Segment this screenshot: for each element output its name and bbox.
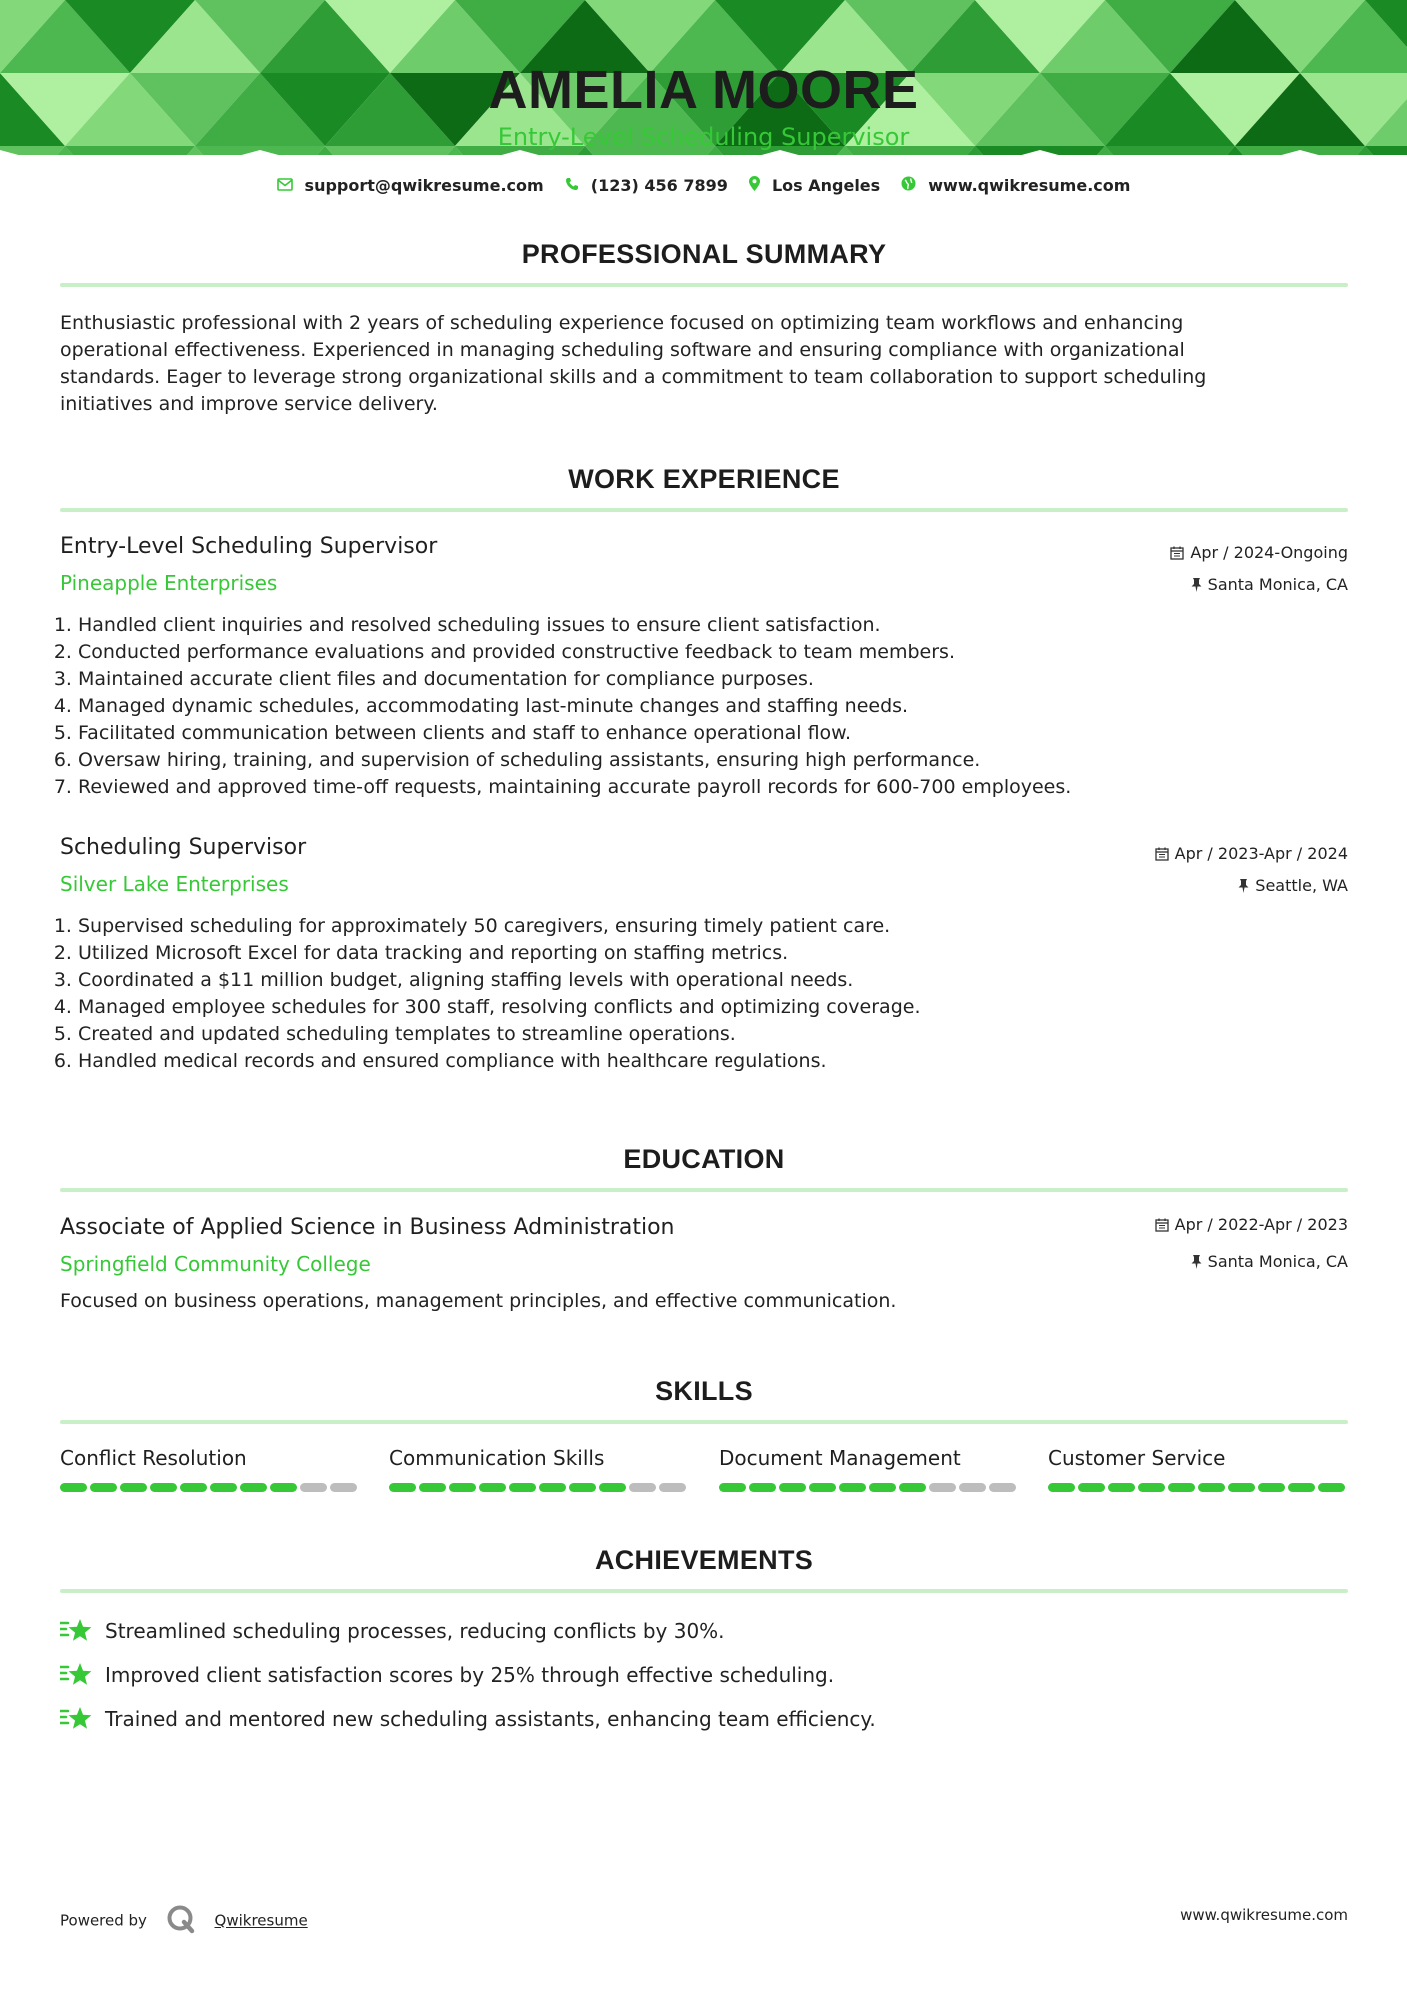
- star-icon: [60, 1616, 94, 1650]
- pushpin-icon: [1238, 878, 1249, 897]
- section-rule: [60, 1420, 1348, 1424]
- skill-segment: [120, 1483, 147, 1492]
- list-item: 3. Coordinated a $11 million budget, aligning staffing levels with operational needs.: [78, 967, 1328, 994]
- section-rule: [60, 283, 1348, 287]
- skill-segment: [539, 1483, 566, 1492]
- education-degree: Associate of Applied Science in Business Administration: [60, 1215, 675, 1240]
- job-company: Silver Lake Enterprises: [60, 872, 289, 896]
- calendar-icon: [1170, 545, 1184, 564]
- job-title: Entry-Level Scheduling Supervisor: [60, 534, 438, 559]
- skill-segment: [1288, 1483, 1315, 1492]
- skill-level-bar: [60, 1483, 360, 1492]
- skill-segment: [60, 1483, 87, 1492]
- skill-item: [1048, 1445, 1348, 1471]
- skill-segment: [1198, 1483, 1225, 1492]
- contact-phone[interactable]: (123) 456 7899: [565, 175, 728, 195]
- skill-segment: [959, 1483, 986, 1492]
- candidate-title: Entry-Level Scheduling Supervisor: [497, 123, 910, 151]
- pushpin-icon: [1191, 1254, 1202, 1273]
- contact-bar: [0, 174, 1407, 195]
- list-item: 1. Handled client inquiries and resolved scheduling issues to ensure client satisfaction.: [78, 612, 1328, 639]
- skill-segment: [779, 1483, 806, 1492]
- skill-segment: [90, 1483, 117, 1492]
- list-item: 7. Reviewed and approved time-off requests, maintaining accurate payroll records for 600-700 employees.: [78, 774, 1328, 801]
- skill-level-bar: [719, 1483, 1019, 1492]
- footer-website[interactable]: www.qwikresume.com: [1180, 1906, 1348, 1924]
- education-description: Focused on business operations, management principles, and effective communication.: [60, 1290, 897, 1312]
- star-icon: [60, 1660, 94, 1694]
- skill-segment: [1078, 1483, 1105, 1492]
- skill-segment: [180, 1483, 207, 1492]
- skill-name: Conflict Resolution: [60, 1446, 247, 1470]
- skill-segment: [899, 1483, 926, 1492]
- footer-powered-by: Powered by Qwikresume: [60, 1904, 308, 1938]
- skill-segment: [719, 1483, 746, 1492]
- skill-segment: [330, 1483, 357, 1492]
- job-bullets: [28, 612, 1328, 801]
- phone-icon: [565, 176, 579, 195]
- list-item: 4. Managed employee schedules for 300 staff, resolving conflicts and optimizing coverage.: [78, 994, 1328, 1021]
- skill-segment: [1108, 1483, 1135, 1492]
- candidate-name: AMELIA MOORE: [488, 60, 919, 120]
- header: [0, 60, 1407, 152]
- map-pin-icon: [749, 176, 760, 195]
- job-bullets: [28, 913, 1328, 1075]
- envelope-icon: [277, 176, 293, 195]
- skill-segment: [989, 1483, 1016, 1492]
- skill-segment: [809, 1483, 836, 1492]
- skill-segment: [1258, 1483, 1285, 1492]
- skill-segment: [419, 1483, 446, 1492]
- skill-segment: [929, 1483, 956, 1492]
- contact-location: Los Angeles: [749, 175, 880, 195]
- job-dates: Apr / 2024-Ongoing: [1170, 543, 1348, 564]
- calendar-icon: [1155, 1217, 1169, 1236]
- skill-segment: [749, 1483, 776, 1492]
- star-icon: [60, 1704, 94, 1738]
- skill-segment: [599, 1483, 626, 1492]
- skill-name: Customer Service: [1048, 1446, 1226, 1470]
- skill-item: [719, 1445, 1019, 1471]
- skill-name: Communication Skills: [389, 1446, 605, 1470]
- education-dates: Apr / 2022-Apr / 2023: [1155, 1215, 1348, 1236]
- contact-email[interactable]: support@qwikresume.com: [277, 175, 544, 195]
- skill-segment: [1168, 1483, 1195, 1492]
- qwikresume-link[interactable]: Qwikresume: [214, 1911, 308, 1930]
- section-title-achievements: ACHIEVEMENTS: [594, 1545, 814, 1575]
- job-location: Santa Monica, CA: [1191, 575, 1348, 596]
- list-item: 6. Oversaw hiring, training, and supervision of scheduling assistants, ensuring high performance.: [78, 747, 1328, 774]
- job-location: Seattle, WA: [1238, 876, 1348, 897]
- skill-item: [60, 1445, 360, 1471]
- achievement-item: Trained and mentored new scheduling assistants, enhancing team efficiency.: [60, 1704, 1260, 1736]
- skill-segment: [1318, 1483, 1345, 1492]
- list-item: 2. Utilized Microsoft Excel for data tracking and reporting on staffing metrics.: [78, 940, 1328, 967]
- skill-segment: [389, 1483, 416, 1492]
- job-company: Pineapple Enterprises: [60, 571, 278, 595]
- list-item: 3. Maintained accurate client files and documentation for compliance purposes.: [78, 666, 1328, 693]
- section-title-summary: PROFESSIONAL SUMMARY: [521, 239, 887, 269]
- list-item: 4. Managed dynamic schedules, accommodating last-minute changes and staffing needs.: [78, 693, 1328, 720]
- skill-name: Document Management: [719, 1446, 961, 1470]
- skill-segment: [629, 1483, 656, 1492]
- education-school: Springfield Community College: [60, 1252, 371, 1276]
- contact-website[interactable]: www.qwikresume.com: [901, 175, 1130, 195]
- section-rule: [60, 1589, 1348, 1593]
- job-dates: Apr / 2023-Apr / 2024: [1155, 844, 1348, 865]
- summary-text: Enthusiastic professional with 2 years of scheduling experience focused on optimizing team workflows and enhancing operational effectiveness. Experienced in managing scheduling software and ensuring compliance with organizational standards. Eager to leverage strong organizational skills and a commitment to team collaboration to support scheduling initiatives and improve service delivery.: [60, 312, 1207, 415]
- list-item: 2. Conducted performance evaluations and provided constructive feedback to team members.: [78, 639, 1328, 666]
- skill-segment: [479, 1483, 506, 1492]
- skill-segment: [659, 1483, 686, 1492]
- achievement-item: Improved client satisfaction scores by 25% through effective scheduling.: [60, 1660, 1260, 1692]
- section-rule: [60, 508, 1348, 512]
- section-title-experience: WORK EXPERIENCE: [568, 464, 840, 494]
- skill-segment: [270, 1483, 297, 1492]
- skill-segment: [1228, 1483, 1255, 1492]
- list-item: 1. Supervised scheduling for approximately 50 caregivers, ensuring timely patient care.: [78, 913, 1328, 940]
- skill-segment: [509, 1483, 536, 1492]
- list-item: 5. Created and updated scheduling templates to streamline operations.: [78, 1021, 1328, 1048]
- education-location: Santa Monica, CA: [1191, 1252, 1348, 1273]
- skill-segment: [210, 1483, 237, 1492]
- pushpin-icon: [1191, 577, 1202, 596]
- skill-segment: [839, 1483, 866, 1492]
- skill-segment: [300, 1483, 327, 1492]
- section-rule: [60, 1188, 1348, 1192]
- qwikresume-logo-icon: [166, 1904, 196, 1938]
- skill-level-bar: [389, 1483, 689, 1492]
- section-title-skills: SKILLS: [655, 1376, 753, 1406]
- skill-segment: [449, 1483, 476, 1492]
- section-title-education: EDUCATION: [623, 1144, 785, 1174]
- skill-segment: [1138, 1483, 1165, 1492]
- achievement-item: Streamlined scheduling processes, reducing conflicts by 30%.: [60, 1616, 1260, 1648]
- list-item: 5. Facilitated communication between clients and staff to enhance operational flow.: [78, 720, 1328, 747]
- list-item: 6. Handled medical records and ensured compliance with healthcare regulations.: [78, 1048, 1328, 1075]
- globe-icon: [901, 176, 916, 195]
- calendar-icon: [1155, 846, 1169, 865]
- skill-segment: [1048, 1483, 1075, 1492]
- skill-segment: [569, 1483, 596, 1492]
- job-title: Scheduling Supervisor: [60, 835, 307, 860]
- skill-item: [389, 1445, 689, 1471]
- skill-segment: [150, 1483, 177, 1492]
- skill-level-bar: [1048, 1483, 1348, 1492]
- skill-segment: [869, 1483, 896, 1492]
- skill-segment: [240, 1483, 267, 1492]
